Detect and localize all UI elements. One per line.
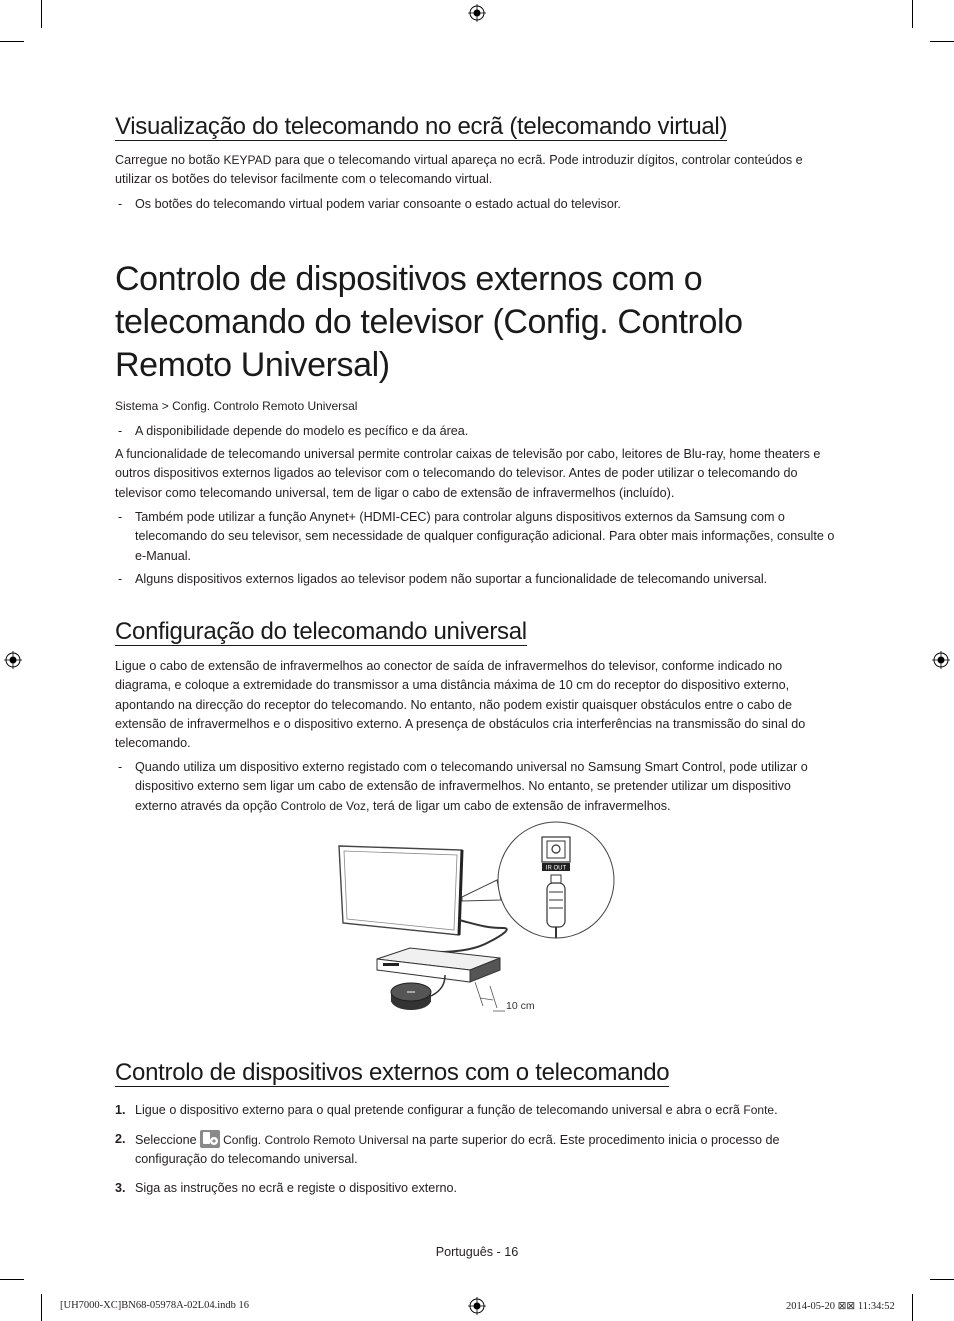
step-number: 2. (115, 1132, 126, 1146)
ir-emitter-icon (391, 975, 445, 1010)
crop-mark (912, 0, 913, 28)
crop-mark (0, 41, 24, 42)
paragraph: A funcionalidade de telecomando universal permite controlar caixas de televisão por cabo, leitores de Blu-ray, home theaters e outros dispositivos externos ligados ao televisor com o telecomando do televisor. Antes de poder utilizar o telecomando do televisor como telecomando universal, tem de ligar o cabo de extensão de infravermelhos (incluído). (115, 447, 821, 500)
note-text (135, 508, 835, 566)
heading-text: Configuração do telecomando universal (115, 618, 527, 645)
tv-icon (339, 846, 462, 935)
crop-mark (930, 41, 954, 42)
crop-mark (912, 1294, 913, 1321)
universal-remote-setup-icon (200, 1130, 220, 1148)
section-heading (115, 1059, 669, 1087)
step-text (135, 1101, 835, 1120)
title-line: telecomando do televisor (Config. Controlo (115, 303, 743, 341)
file-info: [UH7000-XC]BN68-05978A-02L04.indb 16 (60, 1300, 249, 1311)
note-text (135, 758, 835, 816)
step-text-part: Seleccione (135, 1133, 201, 1147)
note-text: A disponibilidade depende do modelo es pecífico e da área. (135, 424, 469, 438)
note-text: Os botões do telecomando virtual podem variar consoante o estado actual do televisor. (135, 197, 621, 211)
step-number: 3. (115, 1181, 126, 1195)
crop-mark (930, 1279, 954, 1280)
dash-bullet: - (118, 510, 123, 524)
dash-bullet: - (118, 760, 123, 774)
menu-path-item: Config. Controlo Remoto Universal (172, 399, 358, 413)
paragraph: Ligue o cabo de extensão de infravermelhos ao conector de saída de infravermelhos do televisor, conforme indicado no diagrama, e coloque a extremidade do transmissor a uma distância máxima de 10 cm do receptor do dispositivo externo, apontando na direcção do receptor do telecomando. No entanto, não podem existir quaisquer obstáculos entre o cabo de extensão de infravermelhos e o dispositivo externo. A presença de obstáculos cria interferências na transmissão do sinal do telecomando. (115, 659, 806, 751)
step-text-part: . (774, 1103, 778, 1117)
dash-bullet: - (118, 572, 123, 586)
page-title (115, 258, 743, 387)
note-text-part: Quando utiliza um dispositivo externo registado com o telecomando universal no Samsung Smart Control, pode utilizar o dispositivo externo sem ligar um cabo de extensão de infravermelhos. No entanto, se pretender utilizar um dispositivo externo através da opção (135, 760, 808, 813)
step-number: 1. (115, 1103, 126, 1117)
heading-text: Visualização do telecomando no ecrã (telecomando virtual) (115, 113, 728, 140)
step-text-part: na parte superior do ecrã. Este procedimento inicia o processo de configuração do telecomando universal. (135, 1133, 780, 1167)
paragraph-text: Carregue no botão (115, 153, 224, 167)
note-text-part: . (187, 548, 192, 563)
e-manual-link: e-Manual (135, 548, 188, 563)
registration-mark-icon (468, 1297, 486, 1315)
crop-mark (41, 1294, 42, 1321)
ir-extender-diagram (325, 820, 625, 1025)
ir-out-port-label: IR OUT (545, 865, 567, 872)
menu-path-item: Sistema (115, 399, 159, 413)
crop-mark (0, 1279, 24, 1280)
paragraph-text: para que o telecomando virtual apareça no ecrã. Pode introduzir dígitos, controlar conteúdos e utilizar os botões do televisor facilmente com o telecomando virtual. (115, 153, 803, 187)
keypad-label: KEYPAD (223, 153, 272, 167)
universal-remote-label: Config. Controlo Remoto Universal (223, 1133, 409, 1147)
print-timestamp: 2014-05-20 ⊠⊠ 11:34:52 (786, 1301, 895, 1312)
heading-text: Controlo de dispositivos externos com o telecomando (115, 1059, 670, 1086)
step-text (135, 1130, 835, 1170)
voice-control-label: Controlo de Voz (280, 798, 367, 813)
distance-label: 10 cm (506, 1000, 535, 1012)
step-text (135, 1179, 835, 1198)
note-text-part: Também pode utilizar a função Anynet+ (HDMI-CEC) para controlar alguns dispositivos externos da Samsung com o telecomando do seu televisor, sem necessidade de qualquer configuração adicional. Para obter mais informações, consulte o (135, 510, 835, 544)
step-text-part: Siga as instruções no ecrã e registe o dispositivo externo. (135, 1181, 458, 1195)
note-text-part: , terá de ligar um cabo de extensão de infravermelhos. (366, 798, 671, 813)
paragraph (115, 151, 835, 190)
title-line: Controlo de dispositivos externos com o (115, 260, 703, 298)
set-top-box-icon (377, 948, 500, 982)
page-number: Português - 16 (435, 1245, 519, 1259)
menu-path (115, 397, 835, 416)
step-text-part: Ligue o dispositivo externo para o qual pretende configurar a função de telecomando universal e abra o ecrã (135, 1103, 744, 1117)
registration-mark-icon (932, 651, 950, 669)
ir-port-callout (498, 822, 614, 938)
dash-bullet: - (118, 197, 123, 211)
source-label: Fonte (743, 1103, 775, 1117)
section-heading (115, 113, 727, 141)
menu-path-separator: > (161, 399, 169, 413)
note-text: Alguns dispositivos externos ligados ao televisor podem não suportar a funcionalidade de telecomando universal. (135, 572, 768, 586)
section-heading (115, 618, 527, 646)
registration-mark-icon (4, 651, 22, 669)
crop-mark (41, 0, 42, 28)
dash-bullet: - (118, 424, 123, 438)
registration-mark-icon (468, 4, 486, 22)
title-line: Remoto Universal) (115, 346, 390, 384)
